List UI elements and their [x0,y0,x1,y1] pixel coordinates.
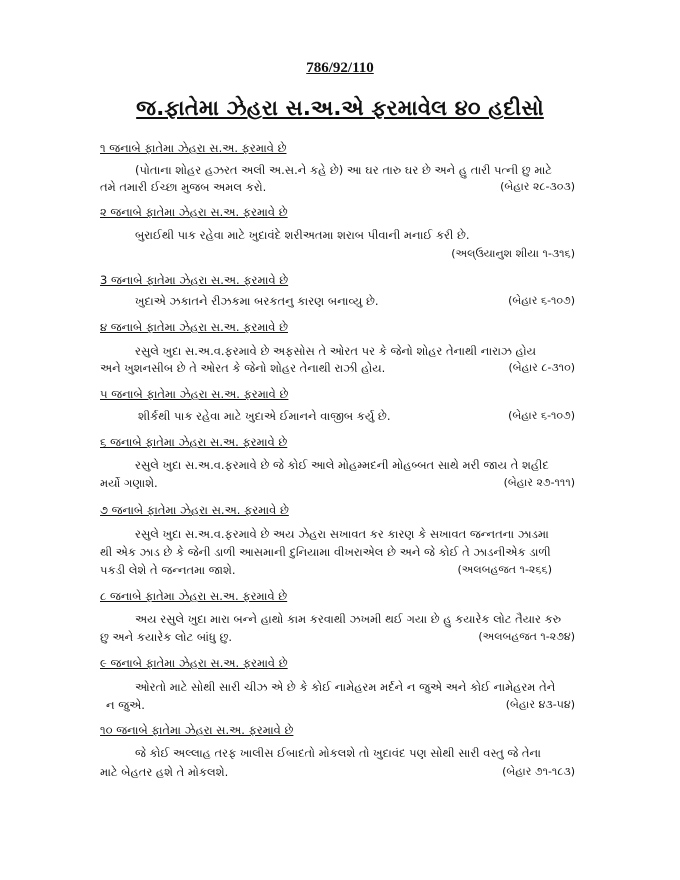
hadith-8-heading: ૮ જનાબે ફાતેમા ઝેહરા સ.અ. ફરમાવે છે [100,589,288,603]
hadith-4-source: (બેહાર ૮-૩૧૦) [508,361,575,374]
hadith-9-text-line-2: ન જુએ. [106,698,145,712]
hadith-1-text-line-2: તમે તમારી ઈચ્છા મુજબ અમલ કરો. [100,180,267,194]
hadith-4-text-line-1: રસુલે ખુદા સ.અ.વ.ફરમાવે છે અફસોસ તે ઓરત પર કે જેનો શોહર તેનાથી નારાઝ હોય [135,344,536,358]
hadith-6-text-line-2: મર્યો ગણાશે. [100,476,158,490]
hadith-2-text-line-1: બુરાઈથી પાક રહેવા માટે ખુદાવંદે શરીઅતમા શરાબ પીવાની મનાઈ કરી છે. [135,228,470,242]
hadith-7-source: (અલબહજત ૧-૨૬૬) [457,563,552,576]
hadith-7-heading: ૭ જનાબે ફાતેમા ઝેહરા સ.અ. ફરમાવે છે [100,503,289,517]
hadith-1-text-line-1: (પોતાના શોહર હઝરત અલી અ.સ.ને કહે છે) આ ઘર તારુ ઘર છે અને હુ તારી પત્ની છુ માટે [135,163,552,177]
hadith-9-heading: ૯ જનાબે ફાતેમા ઝેહરા સ.અ. ફરમાવે છે [100,656,288,670]
hadith-9-text-line-1: ઓરતો માટે સોથી સારી ચીઝ એ છે કે કોઈ નામેહરમ મર્દને ન જુએ અને કોઈ નામેહરમ તેને [135,680,556,694]
hadith-6-heading: ૬ જનાબે ફાતેમા ઝેહરા સ.અ. ફરમાવે છે [100,435,288,449]
hadith-5-source: (બેહાર ૬-૧૦૭) [508,409,575,422]
hadith-4-text-line-2: અને ખુશનસીબ છે તે ઓરત કે જેનો શોહર તેનાથી રાઝી હોય. [100,361,386,375]
hadith-10-text-line-2: માટે બેહતર હશે તે મોકલશે. [100,765,229,779]
hadith-2-heading: ૨ જનાબે ફાતેમા ઝેહરા સ.અ. ફરમાવે છે [100,205,288,219]
hadith-10-text-line-1: જે કોઈ અલ્લાહ તરફ ખાલીસ ઈબાદતો મોકલશે તો ખુદાવંદ પણ સોથી સારી વસ્તુ જે તેના [135,746,541,760]
hadith-1-heading: ૧ જનાબે ફાતેમા ઝેહરા સ.અ. ફરમાવે છે [100,141,287,155]
hadith-8-source: (અલબહજત ૧-૨૭૪) [478,630,575,643]
hadith-7-text-line-3: પકડી લેશે તે જન્નતમા જાશે. [100,563,236,577]
hadith-7-text-line-1: રસુલે ખુદા સ.અ.વ.ફરમાવે છે અય ઝેહરા સખાવત કર કારણ કે સખાવત જન્નતના ઝાડમા [135,527,549,541]
hadith-5-text-line-1: શીર્કથી પાક રહેવા માટે ખુદાએ ઈમાનને વાજીબ કર્યુ છે. [138,409,391,423]
hadith-7-text-line-2: થી એક ઝાડ છે કે જેની ડાળી આસમાની દુનિયામા વીખરાએલ છે અને જે કોઈ તે ઝાડનીએક ડાળી [100,545,551,559]
hadith-3-text-line-1: ખુદાએ ઝકાતને રીઝકમા બરકતનુ કારણ બનાવ્યુ છે. [135,294,379,308]
hadith-1-source: (બેહાર ૨૮-૩૦૩) [500,180,575,193]
reference-number: 786/92/110 [306,60,374,76]
hadith-3-source: (બેહાર ૬-૧૦૭) [508,294,575,307]
hadith-3-heading: 3 જનાબે ફાતેમા ઝેહરા સ.અ. ફરમાવે છે [100,273,289,287]
hadith-6-text-line-1: રસુલે ખુદા સ.અ.વ.ફરમાવે છે જે કોઈ આલે મોહમ્મદની મોહબ્બત સાથે મરી જાય તે શહીદ [135,458,549,472]
hadith-10-source: (બેહાર ૭૧-૧૮૩) [502,765,575,778]
hadith-8-text-line-1: અય રસુલે ખુદા મારા બન્ને હાથો કામ કરવાથી ઝખમી થઈ ગયા છે હુ કયારેક લોટ તૈયાર કરુ [135,612,562,626]
hadith-10-heading: ૧૦ જનાબે ફાતેમા ઝેહરા સ.અ. ફરમાવે છે [100,723,294,737]
hadith-9-source: (બેહાર ૪૩-૫૪) [505,698,575,711]
hadith-5-heading: ૫ જનાબે ફાતેમા ઝેહરા સ.અ. ફરમાવે છે [100,387,289,401]
hadith-8-text-line-2: છુ અને કયારેક લોટ બાંધુ છુ. [100,630,233,644]
hadith-2-source: (અલ્ઉયાનુશ શીયા ૧-૩૧૬) [451,247,575,260]
page-title: જ.ફાતેમા ઝેહરા સ.અ.એ ફરમાવેલ ૪૦ હદીસો [136,96,544,120]
hadith-6-source: (બેહાર ૨૭-૧૧૧) [503,476,575,489]
hadith-4-heading: ૪ જનાબે ફાતેમા ઝેહરા સ.અ. ફરમાવે છે [100,320,288,334]
